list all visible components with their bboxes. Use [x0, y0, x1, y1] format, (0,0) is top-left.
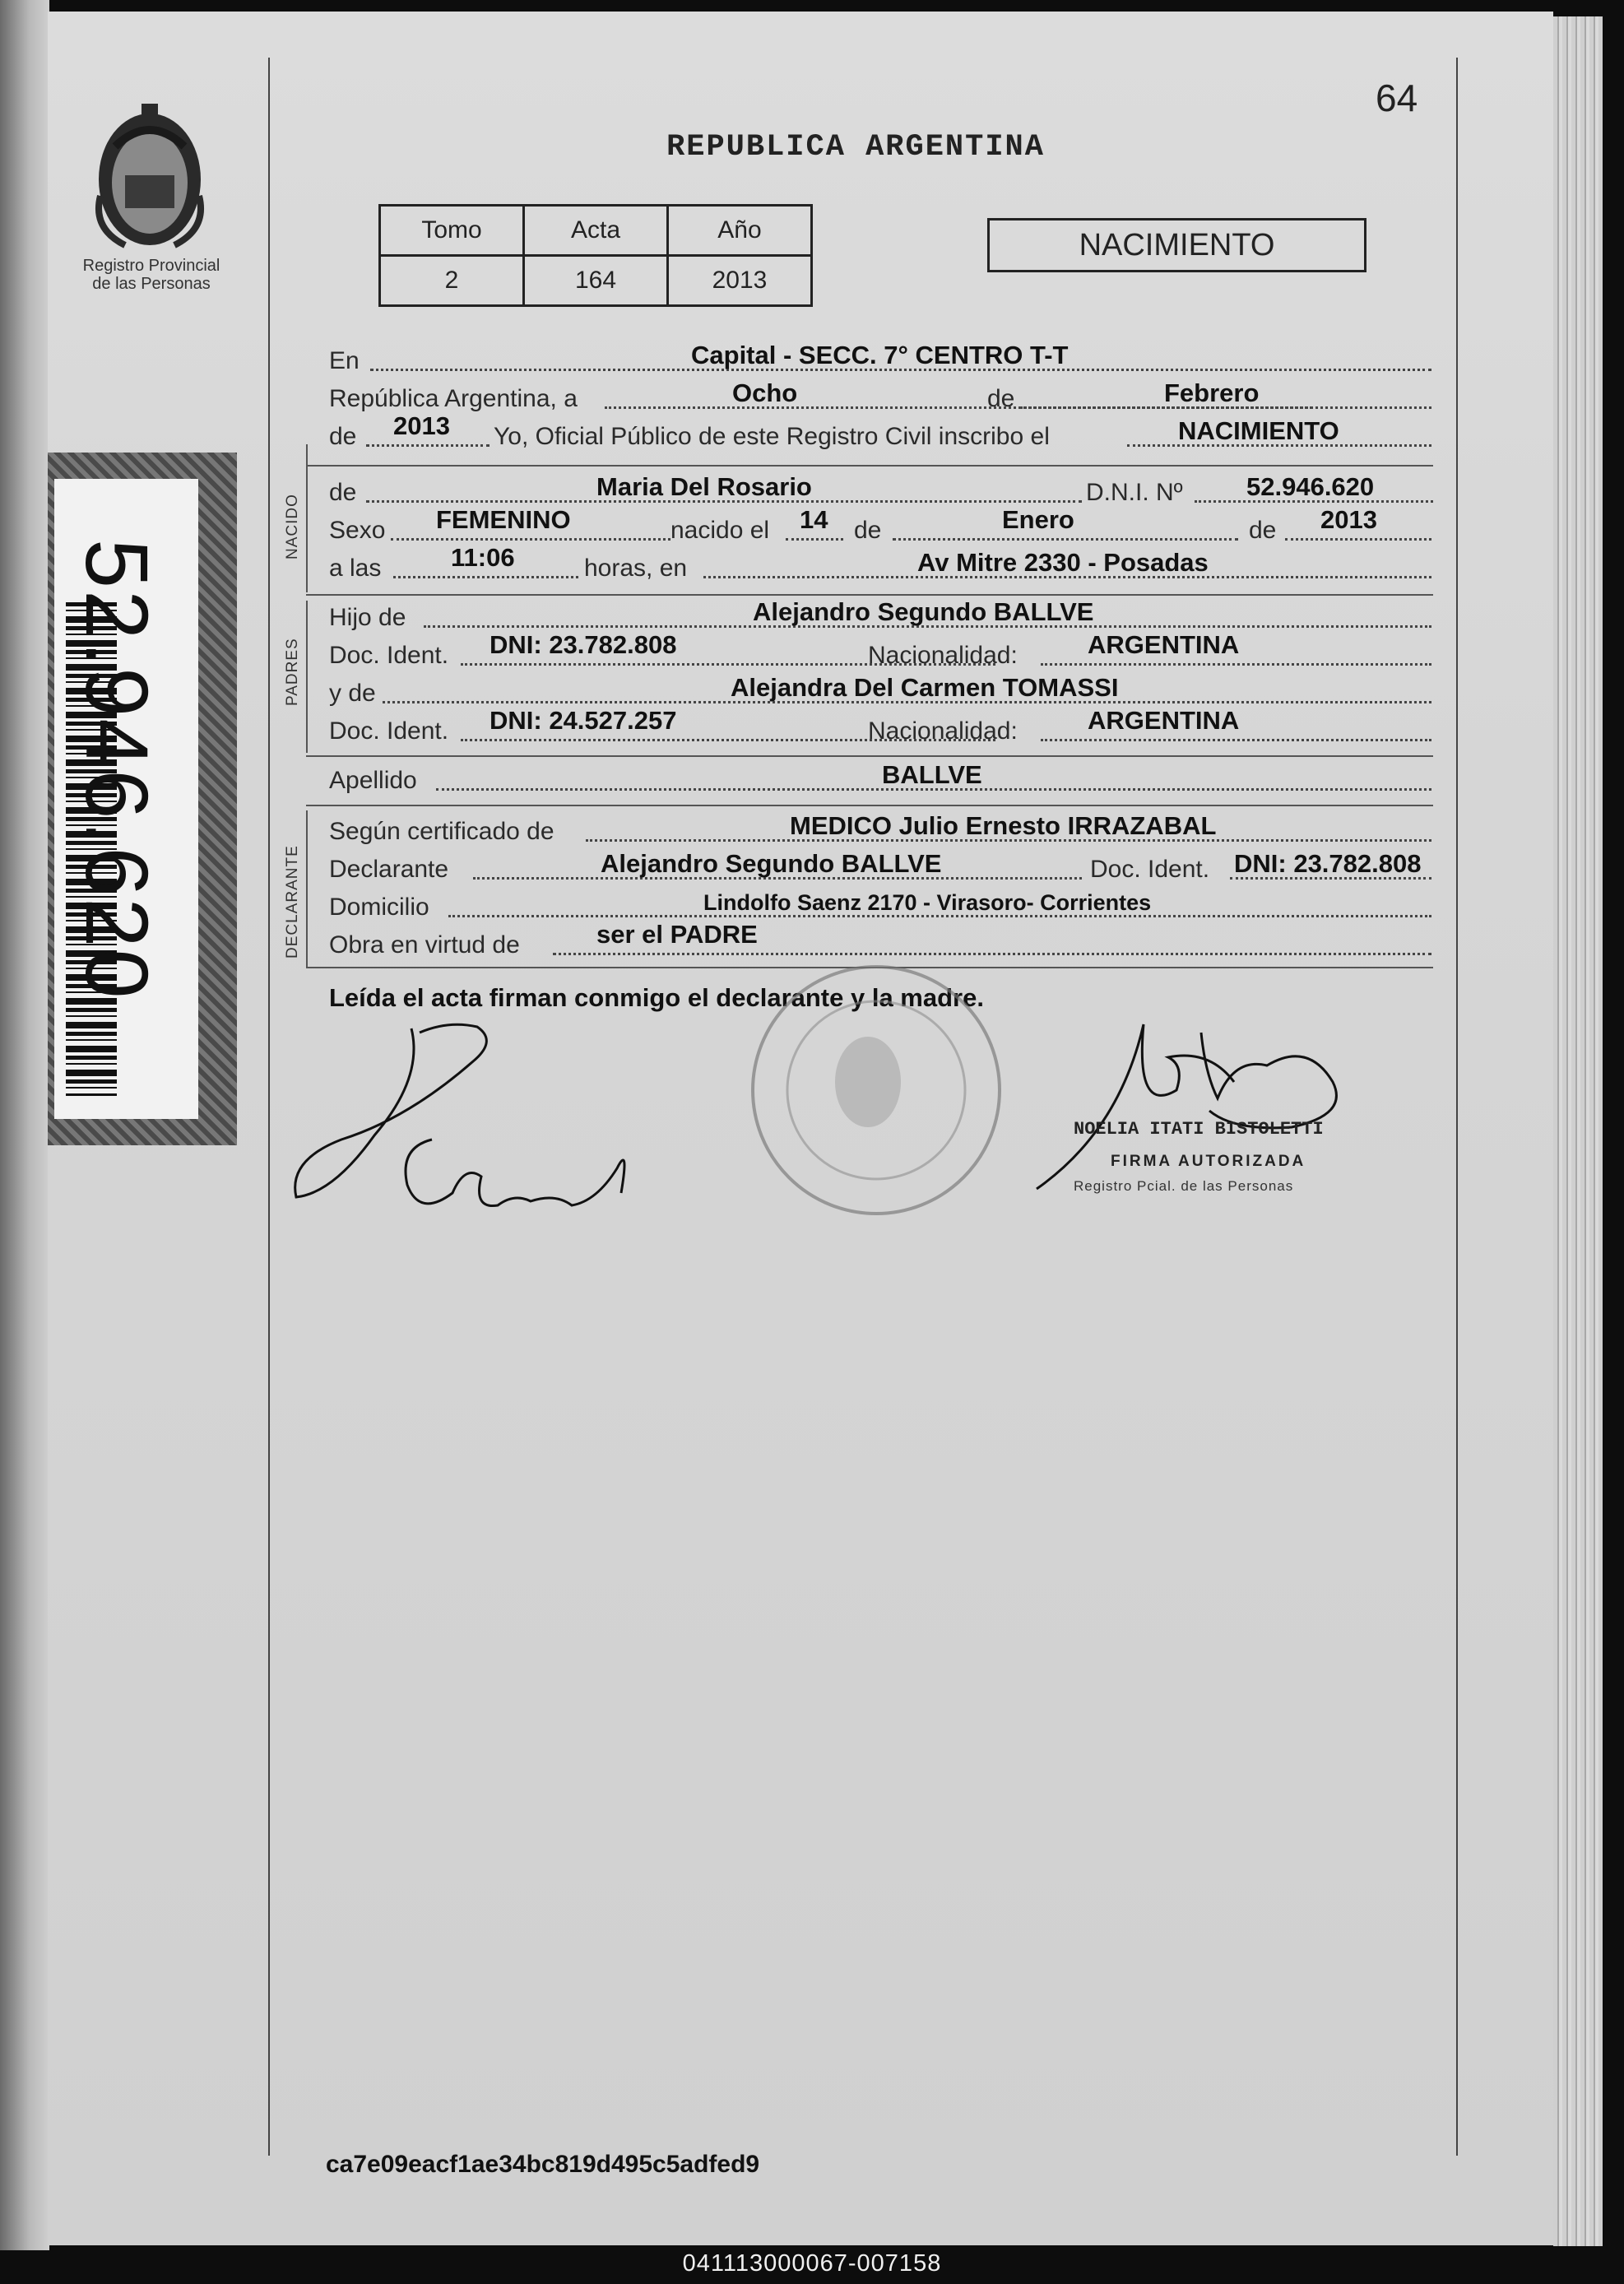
document-hash: ca7e09eacf1ae34bc819d495c5adfed9 [326, 2151, 760, 2178]
row-padre [329, 596, 1431, 634]
label-nacionalidad-madre: Nacionalidad: [868, 717, 1018, 745]
row-anio [329, 411, 1431, 453]
value-birth-year: 2013 [1320, 505, 1377, 534]
label-dni: D.N.I. Nº [1086, 479, 1183, 506]
value-birth-month: Enero [1002, 505, 1074, 534]
label-horas-en: horas, en [584, 555, 688, 582]
row-domicilio [329, 885, 1431, 923]
page-edges [1553, 16, 1603, 2246]
dotted-line [393, 576, 578, 578]
value-mother: Alejandra Del Carmen TOMASSI [731, 673, 1119, 702]
value-anio: 2013 [668, 256, 812, 306]
value-declarant-dni: DNI: 23.782.808 [1234, 849, 1422, 878]
label-en: En [329, 347, 360, 374]
label-nacido-el: nacido el [670, 517, 770, 544]
label-de: de [987, 385, 1015, 412]
value-year: 2013 [393, 411, 450, 440]
label-doc-padre: Doc. Ident. [329, 642, 449, 669]
volume-table [378, 204, 813, 307]
official-name: NOELIA ITATI BISTOLETTI [1074, 1119, 1324, 1140]
value-dni: 52.946.620 [1246, 472, 1375, 501]
label-doc-madre: Doc. Ident. [329, 717, 449, 745]
value-tomo: 2 [380, 256, 524, 306]
section-separator [306, 755, 1433, 757]
value-certifier: MEDICO Julio Ernesto IRRAZABAL [790, 811, 1217, 840]
row-certificado [329, 810, 1431, 847]
section-separator [306, 805, 1433, 806]
row-nombre [329, 471, 1431, 508]
official-office: Registro Pcial. de las Personas [1074, 1178, 1294, 1194]
nacido-bracket [306, 444, 308, 592]
label-hijo-de: Hijo de [329, 604, 406, 631]
row-hora [329, 543, 1431, 584]
row-apellido [329, 759, 1431, 796]
label-certificado: Según certificado de [329, 818, 554, 845]
value-capacity: ser el PADRE [596, 920, 758, 949]
row-en [329, 339, 1431, 377]
label-declarante: DECLARANTE [284, 845, 301, 959]
value-father-dni: DNI: 23.782.808 [490, 630, 677, 659]
declarante-bracket [306, 810, 308, 967]
value-sex: FEMENINO [436, 505, 571, 534]
value-address: Lindolfo Saenz 2170 - Virasoro- Corrientes [703, 890, 1152, 915]
label-a-las: a las [329, 555, 382, 582]
registry-line-1: Registro Provincial [82, 257, 220, 275]
closing-statement: Leída el acta firman conmigo el declarante y la madre. [329, 983, 984, 1012]
value-act-kind: NACIMIENTO [1178, 416, 1339, 445]
value-birth-day: 14 [800, 505, 828, 534]
registry-label [64, 257, 239, 293]
label-nacido: NACIDO [284, 494, 301, 559]
dotted-line [786, 538, 843, 541]
act-type-box: NACIMIENTO [987, 218, 1366, 272]
label-obra: Obra en virtud de [329, 931, 520, 959]
header-anio: Año [668, 206, 812, 256]
sticker-dni: 52.946.620 [67, 539, 167, 1000]
label-declarante: Declarante [329, 856, 449, 883]
dotted-line [893, 538, 1238, 541]
row-sexo [329, 505, 1431, 546]
label-republica: República Argentina, a [329, 385, 578, 412]
value-acta: 164 [524, 256, 668, 306]
header-tomo: Tomo [380, 206, 524, 256]
coat-of-arms-icon [76, 97, 224, 262]
label-padres: PADRES [284, 638, 301, 706]
value-declarant: Alejandro Segundo BALLVE [601, 849, 942, 878]
official-title: FIRMA AUTORIZADA [1111, 1153, 1306, 1170]
scan-reference-code: 041113000067-007158 [682, 2250, 942, 2277]
value-surname: BALLVE [882, 760, 982, 789]
row-fecha-inscripcion [329, 377, 1431, 415]
value-birth-place: Av Mitre 2330 - Posadas [917, 548, 1209, 577]
row-madre [329, 671, 1431, 709]
value-month: Febrero [1164, 378, 1260, 407]
dotted-line [391, 538, 670, 541]
label-doc-declarante: Doc. Ident. [1090, 856, 1210, 883]
book-spine [0, 0, 49, 2250]
declarant-signature [284, 996, 662, 1242]
page-number: 64 [1376, 77, 1418, 119]
left-margin-rule [268, 58, 270, 2156]
label-de-nombre: de [329, 479, 357, 506]
right-margin-rule [1456, 58, 1458, 2156]
value-mother-dni: DNI: 24.527.257 [490, 706, 677, 735]
row-declarante [329, 847, 1431, 885]
section-separator [306, 465, 1433, 467]
value-day: Ocho [732, 378, 798, 407]
label-sexo: Sexo [329, 517, 386, 544]
label-oficial: Yo, Oficial Público de este Registro Civil inscribo el [494, 423, 1050, 450]
value-father-nationality: ARGENTINA [1088, 630, 1240, 659]
row-madre-doc [329, 706, 1431, 747]
value-father: Alejandro Segundo BALLVE [753, 597, 1094, 626]
registry-stamp [732, 946, 1028, 1259]
dotted-line [1041, 739, 1431, 741]
label-y-de: y de [329, 680, 376, 707]
country-title: REPUBLICA ARGENTINA [666, 130, 1045, 165]
label-nacionalidad-padre: Nacionalidad: [868, 642, 1018, 669]
value-given-names: Maria Del Rosario [596, 472, 812, 501]
label-de-anio-nac: de [1249, 517, 1277, 544]
padres-bracket [306, 601, 308, 753]
value-birth-time: 11:06 [451, 543, 515, 572]
value-mother-nationality: ARGENTINA [1088, 706, 1240, 735]
label-domicilio: Domicilio [329, 894, 429, 921]
label-de-mes: de [854, 517, 882, 544]
dotted-line [1041, 663, 1431, 666]
label-apellido: Apellido [329, 767, 417, 794]
registry-line-2: de las Personas [92, 275, 211, 293]
header-acta: Acta [524, 206, 668, 256]
label-de-anio: de [329, 423, 357, 450]
value-place: Capital - SECC. 7° CENTRO T-T [691, 341, 1069, 369]
dotted-line [366, 444, 490, 447]
dotted-line [1285, 538, 1431, 541]
row-padre-doc [329, 630, 1431, 671]
